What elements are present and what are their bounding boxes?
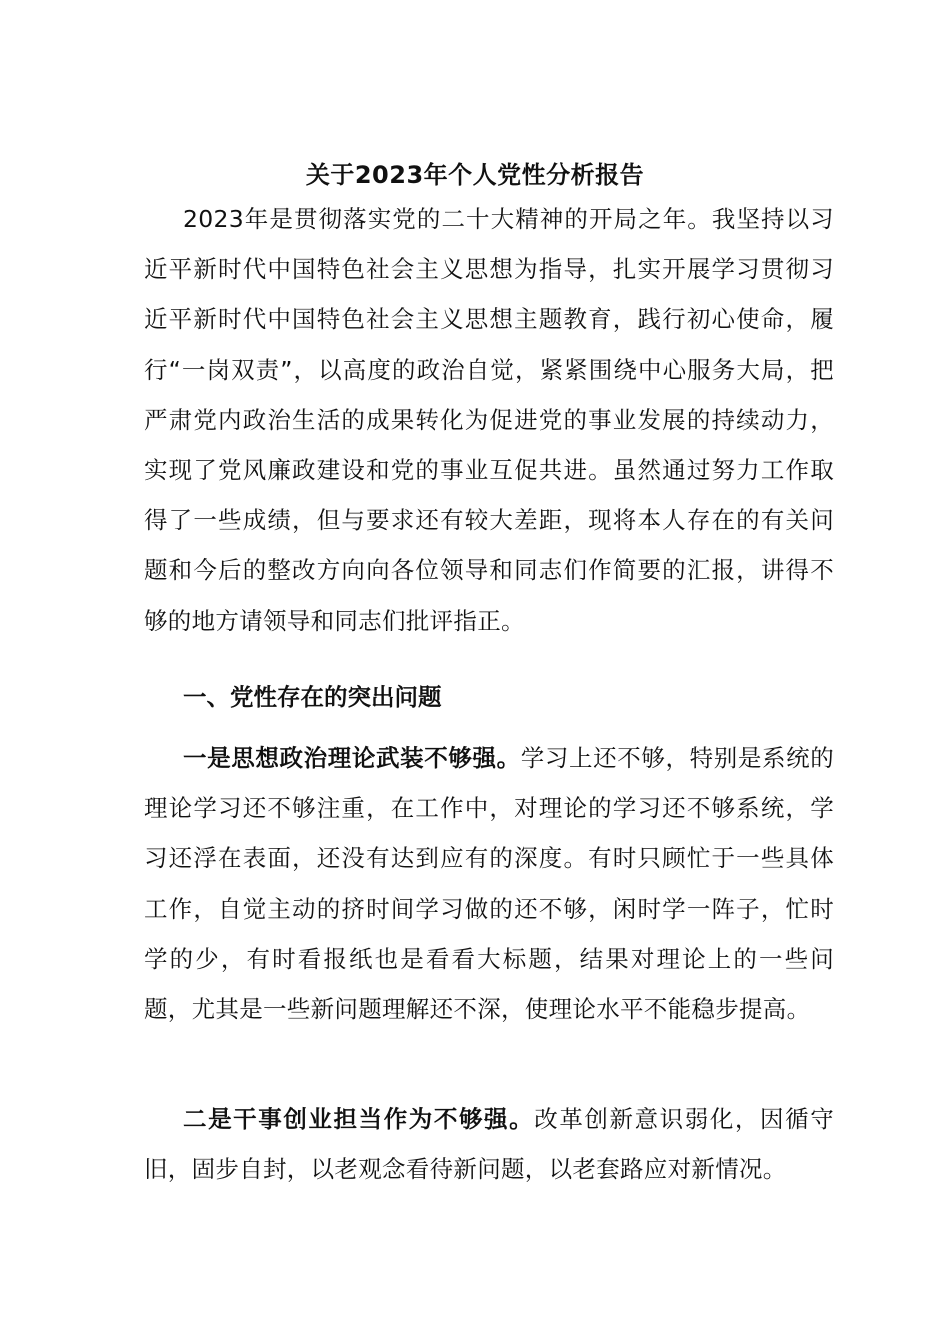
point-2-paragraph: [144, 1094, 834, 1194]
section-heading-1: 一、党性存在的突出问题: [183, 683, 442, 711]
document-title: 关于2023年个人党性分析报告: [305, 161, 645, 189]
point-2-lead: 二是干事创业担当作为不够强。: [183, 1105, 535, 1133]
point-1-lead: 一是思想政治理论武装不够强。: [183, 744, 521, 772]
intro-paragraph: 2023年是贯彻落实党的二十大精神的开局之年。我坚持以习近平新时代中国特色社会主义思想为指导，扎实开展学习贯彻习近平新时代中国特色社会主义思想主题教育，践行初心使命，履行“一岗双责”，以高度的政治自觉，紧紧围绕中心服务大局，把严肃党内政治生活的成果转化为促进党的事业发展的持续动力，实现了党风廉政建设和党的事业互促共进。虽然通过努力工作取得了一些成绩，但与要求还有较大差距，现将本人存在的有关问题和今后的整改方向向各位领导和同志们作简要的汇报，讲得不够的地方请领导和同志们批评指正。: [144, 205, 834, 635]
point-1-paragraph: [144, 733, 834, 1034]
point-2-body: 改革创新意识弱化，因循守旧，固步自封，以老观念看待新问题，以老套路应对新情况。: [144, 1105, 834, 1184]
point-1-body: 学习上还不够，特别是系统的理论学习还不够注重，在工作中，对理论的学习还不够系统，学习还浮在表面，还没有达到应有的深度。有时只顾忙于一些具体工作，自觉主动的挤时间学习做的还不够，闲时学一阵子，忙时学的少，有时看报纸也是看看大标题，结果对理论上的一些问题，尤其是一些新问题理解还不深，使理论水平不能稳步提高。: [144, 744, 834, 1024]
